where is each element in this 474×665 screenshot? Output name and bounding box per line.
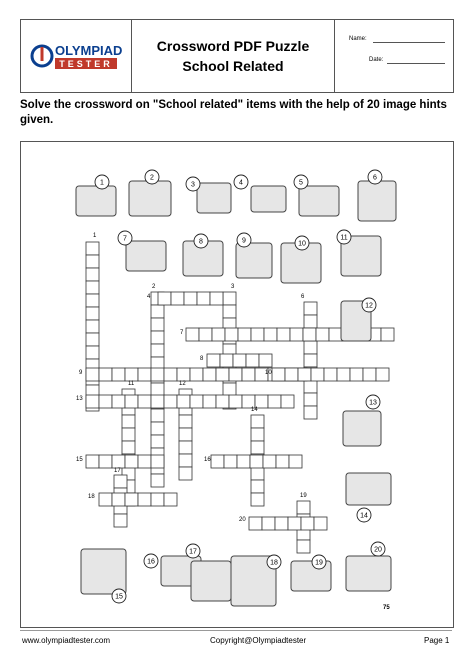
page-code: 75 [383,605,390,611]
grid-cell [86,346,99,359]
grid-cell [177,368,190,381]
grid-cell [203,368,216,381]
date-line [387,63,445,64]
grid-cell [99,455,112,468]
page-title [132,20,335,92]
grid-cell [112,395,125,408]
logo [21,20,132,92]
grid-cell [281,395,294,408]
grid-cell [99,395,112,408]
grid-cell [179,415,192,428]
grid-cell [86,242,99,255]
grid-cell [179,441,192,454]
footer-page: Page 1 [424,636,450,645]
olympiad-tester-logo [21,20,131,92]
paint-icon [81,549,126,594]
grid-cell [223,383,236,396]
grid-cell [301,517,314,530]
clue-number: 15 [76,457,83,463]
clue-number: 9 [79,370,83,376]
grid-cell [164,395,177,408]
grid-cell [151,474,164,487]
title-line-1: Crossword PDF Puzzle [156,38,310,54]
clue-number: 16 [204,457,211,463]
grid-cell [151,409,164,422]
hint-number: 10 [298,240,306,248]
grid-cell [184,292,197,305]
name-line [373,42,445,43]
grid-cell [297,540,310,553]
grid-cell [112,455,125,468]
footer-rule [20,630,452,631]
grid-cell [233,354,246,367]
clue-number: 17 [114,468,121,474]
grid-cell [251,428,264,441]
grid-cell [125,395,138,408]
pens-pencils-icon [76,186,116,216]
grid-cell [211,455,224,468]
clue-number: 14 [251,407,258,413]
grid-cell [151,383,164,396]
grid-cell [263,455,276,468]
calculator-icon [299,186,339,216]
grid-cell [251,480,264,493]
hint-number: 17 [189,548,197,556]
logo-bottom-text: TESTER [59,59,113,69]
grid-cell [151,331,164,344]
grid-cell [138,493,151,506]
grid-cell [314,517,327,530]
grid-cell [112,493,125,506]
grid-cell [158,292,171,305]
grid-cell [304,341,317,354]
grid-cell [216,395,229,408]
grid-cell [212,328,225,341]
grid-cell [337,368,350,381]
grid-cell [190,395,203,408]
clue-number: 20 [239,517,246,523]
grid-cell [179,454,192,467]
name-label: Name: [349,36,367,42]
grid-cell [272,368,285,381]
grid-cell [298,368,311,381]
grid-cell [151,455,164,468]
grid-cell [86,333,99,346]
grid-cell [138,395,151,408]
clue-number: 4 [147,294,151,300]
grid-cell [171,292,184,305]
grid-cell [86,368,99,381]
grid-cell [290,328,303,341]
grid-cell [251,415,264,428]
grid-cell [223,305,236,318]
grid-cell [329,328,342,341]
grid-cell [264,328,277,341]
hint-number: 15 [115,593,123,601]
grid-cell [86,455,99,468]
grid-cell [251,328,264,341]
grid-cell [297,501,310,514]
hint-number: 9 [242,237,246,245]
grid-cell [216,368,229,381]
grid-cell [249,517,262,530]
grid-cell [229,395,242,408]
duster-icon [346,556,391,591]
grid-cell [225,328,238,341]
grid-cell [277,328,290,341]
grid-cell [288,517,301,530]
clue-number: 11 [128,381,135,387]
puzzle-frame [20,141,454,628]
clue-number: 1 [93,233,97,239]
notebook-icon [191,561,231,601]
grid-cell [138,455,151,468]
pencil-box-icon [129,181,171,216]
grid-cell [324,368,337,381]
grid-cell [86,255,99,268]
hint-number: 3 [191,181,195,189]
grid-cell [246,354,259,367]
instructions: Solve the crossword on "School related" items with the help of 20 image hints given. [20,99,447,126]
grid-cell [316,328,329,341]
grid-cell [268,395,281,408]
clue-number: 18 [88,494,95,500]
grid-cell [99,368,112,381]
grid-cell [122,428,135,441]
grid-cell [251,441,264,454]
clue-number: 6 [301,294,305,300]
hint-number: 18 [270,559,278,567]
grid-cell [114,514,127,527]
date-label: Date: [369,57,384,63]
grid-cell [275,517,288,530]
grid-cell [304,354,317,367]
blackboard-icon [346,473,391,505]
grid-cell [114,475,127,488]
grid-cell [125,455,138,468]
grid-cell [151,318,164,331]
grid-cell [151,305,164,318]
hint-number: 19 [315,559,323,567]
dustbin-icon [343,411,381,446]
grid-cell [251,467,264,480]
grid-cell [376,368,389,381]
grid-cell [86,395,99,408]
grid-cell [259,354,272,367]
grid-cell [138,368,151,381]
grid-cell [223,292,236,305]
grid-cell [177,395,190,408]
hint-number: 4 [239,179,243,187]
hint-number: 13 [369,399,377,407]
grid-cell [311,368,324,381]
grid-cell [289,455,302,468]
hint-number: 11 [340,234,348,242]
hint-number: 2 [150,174,154,182]
grid-cell [151,422,164,435]
grid-cell [224,455,237,468]
grid-cell [381,328,394,341]
grid-cell [199,328,212,341]
hint-number: 12 [365,302,373,310]
clue-number: 2 [152,284,156,290]
hint-number: 20 [374,546,382,554]
grid-cell [122,415,135,428]
grid-cell [151,395,164,408]
grid-cell [262,517,275,530]
grid-cell [237,455,250,468]
clue-number: 3 [231,284,235,290]
grid-cell [285,368,298,381]
logo-top-text: OLYMPIAD [55,43,123,58]
grid-cell [276,455,289,468]
grid-cell [164,493,177,506]
footer-copyright: Copyright@Olympiadtester [210,636,307,645]
grid-cell [304,302,317,315]
book-icon [358,181,396,221]
clue-number: 8 [200,356,204,362]
grid-cell [125,368,138,381]
grid-cell [304,315,317,328]
grid-cell [250,455,263,468]
grid-cell [179,428,192,441]
grid-cell [151,493,164,506]
grid-cell [350,368,363,381]
hint-number: 8 [199,238,203,246]
grid-cell [251,493,264,506]
grid-cell [86,281,99,294]
hint-number: 5 [299,179,303,187]
clue-number: 10 [265,370,272,376]
geometry-box-icon [126,241,166,271]
grid-cell [151,344,164,357]
hint-number: 14 [360,512,368,520]
grid-cell [112,368,125,381]
grid-cell [220,354,233,367]
grid-cell [238,328,251,341]
clue-number: 19 [300,493,307,499]
clue-number: 12 [179,381,186,387]
grid-cell [304,380,317,393]
grid-cell [125,493,138,506]
grid-cell [86,268,99,281]
hint-number: 6 [373,174,377,182]
hint-number: 1 [100,179,104,187]
stapler-icon [236,243,272,278]
grid-cell [304,406,317,419]
eraser-icon [251,186,286,212]
logo-bar-icon [41,47,44,61]
grid-cell [86,307,99,320]
clue-number: 13 [76,396,83,402]
grid-cell [151,368,164,381]
grid-cell [229,368,242,381]
grid-cell [164,368,177,381]
grid-cell [210,292,223,305]
grid-cell [242,368,255,381]
sharpener-icon [197,183,231,213]
grid-cell [179,467,192,480]
footer-website: www.olympiadtester.com [22,636,111,645]
hint-number: 7 [123,235,127,243]
grid-cell [99,493,112,506]
grid-cell [186,328,199,341]
grid-cell [190,368,203,381]
hint-number: 16 [147,558,155,566]
grid-cell [197,292,210,305]
grid-cell [86,294,99,307]
grid-cell [86,320,99,333]
clue-number: 7 [180,330,184,336]
grid-cell [303,328,316,341]
name-date-box [335,20,453,92]
grid-cell [363,368,376,381]
crossword-area [21,142,453,627]
grid-cell [122,441,135,454]
title-line-2: School Related [182,58,284,74]
grid-cell [203,395,216,408]
grid-cell [151,435,164,448]
worksheet-header [20,19,454,93]
grid-cell [304,393,317,406]
grid-cell [207,354,220,367]
